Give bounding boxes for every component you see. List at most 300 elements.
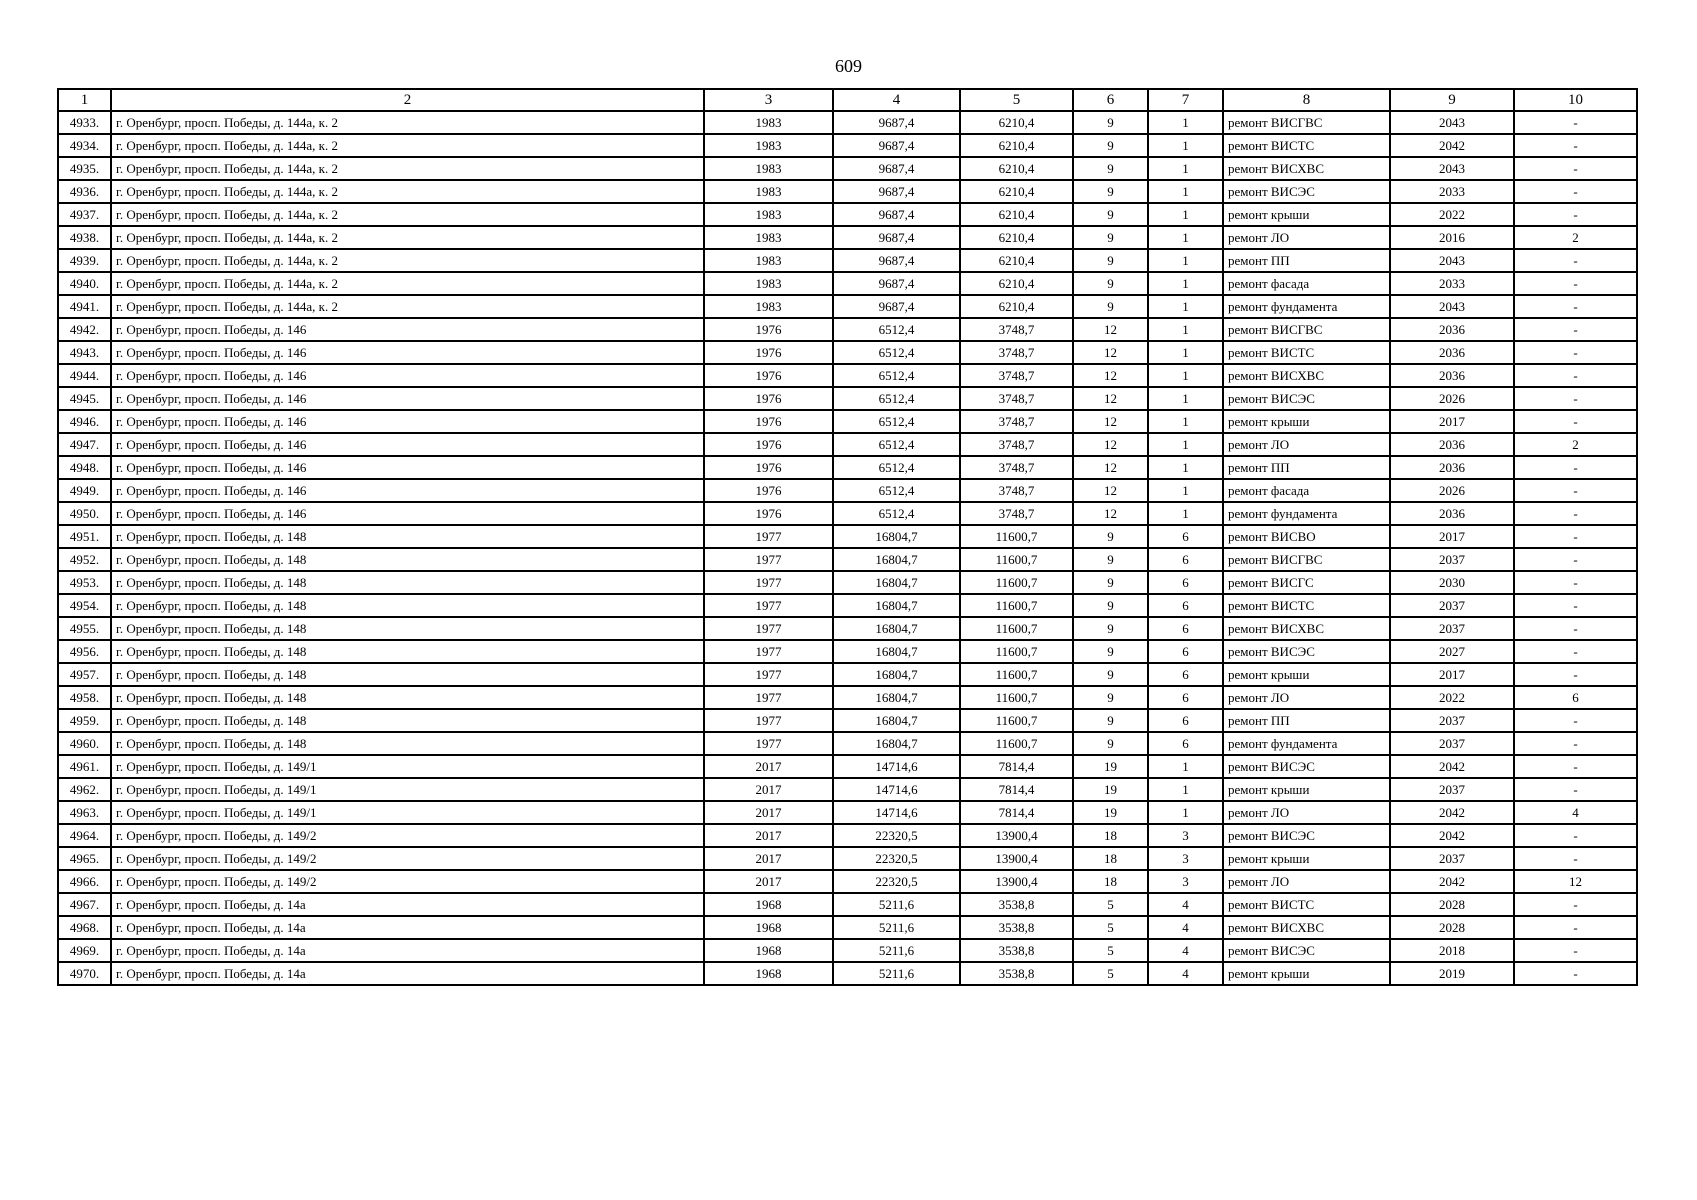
living-area-cell: 6210,4 bbox=[960, 180, 1073, 203]
living-area-cell: 6210,4 bbox=[960, 295, 1073, 318]
year-cell: 1977 bbox=[704, 617, 833, 640]
table-row bbox=[58, 801, 1637, 824]
work-type-cell: ремонт ВИСХВС bbox=[1223, 364, 1390, 387]
planned-year-cell: 2033 bbox=[1390, 180, 1514, 203]
entrances-cell: 1 bbox=[1148, 134, 1223, 157]
address-cell: г. Оренбург, просп. Победы, д. 144а, к. 2 bbox=[111, 203, 704, 226]
table-row bbox=[58, 318, 1637, 341]
address-cell: г. Оренбург, просп. Победы, д. 149/1 bbox=[111, 778, 704, 801]
work-type-cell: ремонт ВИСЭС bbox=[1223, 640, 1390, 663]
count-cell: 6 bbox=[1514, 686, 1637, 709]
living-area-cell: 6210,4 bbox=[960, 203, 1073, 226]
work-type-cell: ремонт ВИСХВС bbox=[1223, 916, 1390, 939]
entrances-cell: 6 bbox=[1148, 594, 1223, 617]
total-area-cell: 9687,4 bbox=[833, 111, 960, 134]
living-area-cell: 3538,8 bbox=[960, 893, 1073, 916]
total-area-cell: 16804,7 bbox=[833, 732, 960, 755]
work-type-cell: ремонт ВИСЭС bbox=[1223, 939, 1390, 962]
entrances-cell: 4 bbox=[1148, 916, 1223, 939]
year-cell: 1968 bbox=[704, 962, 833, 985]
year-cell: 1976 bbox=[704, 318, 833, 341]
floors-cell: 12 bbox=[1073, 410, 1148, 433]
planned-year-cell: 2037 bbox=[1390, 847, 1514, 870]
year-cell: 2017 bbox=[704, 870, 833, 893]
table-row bbox=[58, 203, 1637, 226]
floors-cell: 12 bbox=[1073, 364, 1148, 387]
count-cell: - bbox=[1514, 755, 1637, 778]
total-area-cell: 16804,7 bbox=[833, 548, 960, 571]
row-number-cell: 4934. bbox=[58, 134, 111, 157]
entrances-cell: 3 bbox=[1148, 870, 1223, 893]
living-area-cell: 11600,7 bbox=[960, 640, 1073, 663]
total-area-cell: 6512,4 bbox=[833, 387, 960, 410]
total-area-cell: 9687,4 bbox=[833, 226, 960, 249]
row-number-cell: 4958. bbox=[58, 686, 111, 709]
count-cell: - bbox=[1514, 594, 1637, 617]
year-cell: 1983 bbox=[704, 272, 833, 295]
table-row bbox=[58, 962, 1637, 985]
planned-year-cell: 2043 bbox=[1390, 249, 1514, 272]
address-cell: г. Оренбург, просп. Победы, д. 148 bbox=[111, 548, 704, 571]
count-cell: - bbox=[1514, 249, 1637, 272]
count-cell: - bbox=[1514, 203, 1637, 226]
year-cell: 1976 bbox=[704, 502, 833, 525]
work-type-cell: ремонт фундамента bbox=[1223, 295, 1390, 318]
work-type-cell: ремонт ВИСЭС bbox=[1223, 180, 1390, 203]
total-area-cell: 6512,4 bbox=[833, 318, 960, 341]
planned-year-cell: 2033 bbox=[1390, 272, 1514, 295]
address-cell: г. Оренбург, просп. Победы, д. 146 bbox=[111, 364, 704, 387]
floors-cell: 9 bbox=[1073, 640, 1148, 663]
year-cell: 1968 bbox=[704, 939, 833, 962]
floors-cell: 12 bbox=[1073, 479, 1148, 502]
row-number-cell: 4936. bbox=[58, 180, 111, 203]
entrances-cell: 6 bbox=[1148, 709, 1223, 732]
address-cell: г. Оренбург, просп. Победы, д. 148 bbox=[111, 571, 704, 594]
count-cell: - bbox=[1514, 134, 1637, 157]
planned-year-cell: 2022 bbox=[1390, 203, 1514, 226]
floors-cell: 9 bbox=[1073, 686, 1148, 709]
living-area-cell: 6210,4 bbox=[960, 157, 1073, 180]
entrances-cell: 1 bbox=[1148, 387, 1223, 410]
table-row bbox=[58, 778, 1637, 801]
living-area-cell: 11600,7 bbox=[960, 617, 1073, 640]
row-number-cell: 4933. bbox=[58, 111, 111, 134]
floors-cell: 5 bbox=[1073, 939, 1148, 962]
planned-year-cell: 2037 bbox=[1390, 778, 1514, 801]
entrances-cell: 4 bbox=[1148, 893, 1223, 916]
year-cell: 1983 bbox=[704, 157, 833, 180]
address-cell: г. Оренбург, просп. Победы, д. 14а bbox=[111, 916, 704, 939]
address-cell: г. Оренбург, просп. Победы, д. 149/2 bbox=[111, 847, 704, 870]
row-number-cell: 4964. bbox=[58, 824, 111, 847]
total-area-cell: 14714,6 bbox=[833, 801, 960, 824]
count-cell: - bbox=[1514, 778, 1637, 801]
planned-year-cell: 2036 bbox=[1390, 502, 1514, 525]
living-area-cell: 3748,7 bbox=[960, 364, 1073, 387]
year-cell: 1976 bbox=[704, 456, 833, 479]
address-cell: г. Оренбург, просп. Победы, д. 144а, к. 2 bbox=[111, 180, 704, 203]
count-cell: - bbox=[1514, 732, 1637, 755]
planned-year-cell: 2028 bbox=[1390, 893, 1514, 916]
entrances-cell: 6 bbox=[1148, 686, 1223, 709]
address-cell: г. Оренбург, просп. Победы, д. 146 bbox=[111, 433, 704, 456]
planned-year-cell: 2042 bbox=[1390, 134, 1514, 157]
entrances-cell: 1 bbox=[1148, 456, 1223, 479]
planned-year-cell: 2017 bbox=[1390, 525, 1514, 548]
column-header: 8 bbox=[1223, 89, 1390, 111]
count-cell: - bbox=[1514, 663, 1637, 686]
floors-cell: 5 bbox=[1073, 916, 1148, 939]
total-area-cell: 16804,7 bbox=[833, 594, 960, 617]
planned-year-cell: 2022 bbox=[1390, 686, 1514, 709]
count-cell: - bbox=[1514, 847, 1637, 870]
address-cell: г. Оренбург, просп. Победы, д. 146 bbox=[111, 341, 704, 364]
row-number-cell: 4953. bbox=[58, 571, 111, 594]
count-cell: - bbox=[1514, 410, 1637, 433]
year-cell: 2017 bbox=[704, 755, 833, 778]
row-number-cell: 4948. bbox=[58, 456, 111, 479]
table-row bbox=[58, 249, 1637, 272]
planned-year-cell: 2037 bbox=[1390, 732, 1514, 755]
planned-year-cell: 2026 bbox=[1390, 479, 1514, 502]
total-area-cell: 16804,7 bbox=[833, 571, 960, 594]
entrances-cell: 1 bbox=[1148, 410, 1223, 433]
work-type-cell: ремонт фундамента bbox=[1223, 732, 1390, 755]
planned-year-cell: 2042 bbox=[1390, 824, 1514, 847]
column-header: 6 bbox=[1073, 89, 1148, 111]
work-type-cell: ремонт ВИСГС bbox=[1223, 571, 1390, 594]
address-cell: г. Оренбург, просп. Победы, д. 148 bbox=[111, 525, 704, 548]
entrances-cell: 1 bbox=[1148, 341, 1223, 364]
address-cell: г. Оренбург, просп. Победы, д. 149/1 bbox=[111, 801, 704, 824]
count-cell: - bbox=[1514, 571, 1637, 594]
entrances-cell: 6 bbox=[1148, 525, 1223, 548]
table-row bbox=[58, 364, 1637, 387]
count-cell: - bbox=[1514, 180, 1637, 203]
planned-year-cell: 2036 bbox=[1390, 433, 1514, 456]
total-area-cell: 16804,7 bbox=[833, 640, 960, 663]
living-area-cell: 11600,7 bbox=[960, 571, 1073, 594]
work-type-cell: ремонт крыши bbox=[1223, 663, 1390, 686]
floors-cell: 12 bbox=[1073, 433, 1148, 456]
living-area-cell: 6210,4 bbox=[960, 226, 1073, 249]
work-type-cell: ремонт фасада bbox=[1223, 479, 1390, 502]
row-number-cell: 4963. bbox=[58, 801, 111, 824]
planned-year-cell: 2037 bbox=[1390, 548, 1514, 571]
entrances-cell: 1 bbox=[1148, 318, 1223, 341]
work-type-cell: ремонт крыши bbox=[1223, 962, 1390, 985]
row-number-cell: 4935. bbox=[58, 157, 111, 180]
planned-year-cell: 2017 bbox=[1390, 663, 1514, 686]
year-cell: 1977 bbox=[704, 640, 833, 663]
row-number-cell: 4959. bbox=[58, 709, 111, 732]
table-row bbox=[58, 157, 1637, 180]
row-number-cell: 4960. bbox=[58, 732, 111, 755]
entrances-cell: 1 bbox=[1148, 157, 1223, 180]
count-cell: - bbox=[1514, 916, 1637, 939]
table-row bbox=[58, 180, 1637, 203]
total-area-cell: 5211,6 bbox=[833, 916, 960, 939]
living-area-cell: 6210,4 bbox=[960, 272, 1073, 295]
work-type-cell: ремонт ЛО bbox=[1223, 226, 1390, 249]
row-number-cell: 4942. bbox=[58, 318, 111, 341]
year-cell: 1977 bbox=[704, 709, 833, 732]
page-number: 609 bbox=[835, 56, 862, 76]
address-cell: г. Оренбург, просп. Победы, д. 144а, к. 2 bbox=[111, 226, 704, 249]
entrances-cell: 4 bbox=[1148, 939, 1223, 962]
table-row bbox=[58, 594, 1637, 617]
floors-cell: 19 bbox=[1073, 801, 1148, 824]
entrances-cell: 6 bbox=[1148, 640, 1223, 663]
registry-table bbox=[57, 88, 1638, 986]
floors-cell: 9 bbox=[1073, 249, 1148, 272]
table-row bbox=[58, 617, 1637, 640]
address-cell: г. Оренбург, просп. Победы, д. 14а bbox=[111, 939, 704, 962]
row-number-cell: 4957. bbox=[58, 663, 111, 686]
floors-cell: 9 bbox=[1073, 295, 1148, 318]
address-cell: г. Оренбург, просп. Победы, д. 146 bbox=[111, 456, 704, 479]
living-area-cell: 13900,4 bbox=[960, 847, 1073, 870]
planned-year-cell: 2043 bbox=[1390, 157, 1514, 180]
planned-year-cell: 2028 bbox=[1390, 916, 1514, 939]
planned-year-cell: 2030 bbox=[1390, 571, 1514, 594]
floors-cell: 9 bbox=[1073, 525, 1148, 548]
floors-cell: 9 bbox=[1073, 617, 1148, 640]
row-number-cell: 4944. bbox=[58, 364, 111, 387]
table-row bbox=[58, 847, 1637, 870]
column-header: 1 bbox=[58, 89, 111, 111]
address-cell: г. Оренбург, просп. Победы, д. 144а, к. 2 bbox=[111, 134, 704, 157]
table-body bbox=[58, 111, 1637, 985]
living-area-cell: 13900,4 bbox=[960, 824, 1073, 847]
entrances-cell: 1 bbox=[1148, 755, 1223, 778]
row-number-cell: 4954. bbox=[58, 594, 111, 617]
year-cell: 1976 bbox=[704, 387, 833, 410]
row-number-cell: 4952. bbox=[58, 548, 111, 571]
address-cell: г. Оренбург, просп. Победы, д. 146 bbox=[111, 410, 704, 433]
year-cell: 1977 bbox=[704, 686, 833, 709]
year-cell: 1977 bbox=[704, 663, 833, 686]
planned-year-cell: 2026 bbox=[1390, 387, 1514, 410]
table-row bbox=[58, 939, 1637, 962]
entrances-cell: 1 bbox=[1148, 180, 1223, 203]
planned-year-cell: 2018 bbox=[1390, 939, 1514, 962]
column-header: 7 bbox=[1148, 89, 1223, 111]
count-cell: - bbox=[1514, 502, 1637, 525]
floors-cell: 5 bbox=[1073, 962, 1148, 985]
entrances-cell: 1 bbox=[1148, 364, 1223, 387]
year-cell: 1983 bbox=[704, 249, 833, 272]
count-cell: - bbox=[1514, 111, 1637, 134]
address-cell: г. Оренбург, просп. Победы, д. 148 bbox=[111, 640, 704, 663]
living-area-cell: 3538,8 bbox=[960, 939, 1073, 962]
entrances-cell: 6 bbox=[1148, 732, 1223, 755]
row-number-cell: 4962. bbox=[58, 778, 111, 801]
work-type-cell: ремонт крыши bbox=[1223, 847, 1390, 870]
table-row bbox=[58, 272, 1637, 295]
year-cell: 2017 bbox=[704, 801, 833, 824]
count-cell: - bbox=[1514, 318, 1637, 341]
table-row bbox=[58, 111, 1637, 134]
living-area-cell: 3748,7 bbox=[960, 502, 1073, 525]
row-number-cell: 4956. bbox=[58, 640, 111, 663]
year-cell: 1977 bbox=[704, 525, 833, 548]
planned-year-cell: 2037 bbox=[1390, 617, 1514, 640]
year-cell: 1976 bbox=[704, 479, 833, 502]
row-number-cell: 4951. bbox=[58, 525, 111, 548]
total-area-cell: 9687,4 bbox=[833, 180, 960, 203]
address-cell: г. Оренбург, просп. Победы, д. 144а, к. 2 bbox=[111, 111, 704, 134]
total-area-cell: 16804,7 bbox=[833, 663, 960, 686]
year-cell: 2017 bbox=[704, 824, 833, 847]
floors-cell: 5 bbox=[1073, 893, 1148, 916]
column-header: 3 bbox=[704, 89, 833, 111]
living-area-cell: 3748,7 bbox=[960, 410, 1073, 433]
year-cell: 1976 bbox=[704, 364, 833, 387]
table-row bbox=[58, 686, 1637, 709]
work-type-cell: ремонт крыши bbox=[1223, 778, 1390, 801]
planned-year-cell: 2036 bbox=[1390, 341, 1514, 364]
table-row bbox=[58, 755, 1637, 778]
floors-cell: 19 bbox=[1073, 755, 1148, 778]
planned-year-cell: 2019 bbox=[1390, 962, 1514, 985]
work-type-cell: ремонт ЛО bbox=[1223, 801, 1390, 824]
row-number-cell: 4965. bbox=[58, 847, 111, 870]
table-row bbox=[58, 502, 1637, 525]
floors-cell: 9 bbox=[1073, 709, 1148, 732]
floors-cell: 12 bbox=[1073, 341, 1148, 364]
address-cell: г. Оренбург, просп. Победы, д. 14а bbox=[111, 962, 704, 985]
total-area-cell: 22320,5 bbox=[833, 824, 960, 847]
row-number-cell: 4939. bbox=[58, 249, 111, 272]
table-row bbox=[58, 893, 1637, 916]
address-cell: г. Оренбург, просп. Победы, д. 146 bbox=[111, 502, 704, 525]
entrances-cell: 1 bbox=[1148, 801, 1223, 824]
total-area-cell: 16804,7 bbox=[833, 686, 960, 709]
row-number-cell: 4955. bbox=[58, 617, 111, 640]
floors-cell: 12 bbox=[1073, 318, 1148, 341]
living-area-cell: 11600,7 bbox=[960, 732, 1073, 755]
year-cell: 1977 bbox=[704, 732, 833, 755]
work-type-cell: ремонт ВИСГВС bbox=[1223, 318, 1390, 341]
count-cell: 12 bbox=[1514, 870, 1637, 893]
total-area-cell: 14714,6 bbox=[833, 778, 960, 801]
living-area-cell: 3748,7 bbox=[960, 341, 1073, 364]
address-cell: г. Оренбург, просп. Победы, д. 146 bbox=[111, 387, 704, 410]
count-cell: - bbox=[1514, 617, 1637, 640]
column-header: 2 bbox=[111, 89, 704, 111]
floors-cell: 9 bbox=[1073, 663, 1148, 686]
table-row bbox=[58, 134, 1637, 157]
row-number-cell: 4946. bbox=[58, 410, 111, 433]
living-area-cell: 3748,7 bbox=[960, 433, 1073, 456]
year-cell: 1983 bbox=[704, 226, 833, 249]
total-area-cell: 6512,4 bbox=[833, 410, 960, 433]
column-header: 10 bbox=[1514, 89, 1637, 111]
planned-year-cell: 2042 bbox=[1390, 801, 1514, 824]
count-cell: - bbox=[1514, 387, 1637, 410]
total-area-cell: 5211,6 bbox=[833, 939, 960, 962]
table-row bbox=[58, 824, 1637, 847]
table-row bbox=[58, 295, 1637, 318]
total-area-cell: 6512,4 bbox=[833, 456, 960, 479]
work-type-cell: ремонт ЛО bbox=[1223, 433, 1390, 456]
column-header: 5 bbox=[960, 89, 1073, 111]
count-cell: - bbox=[1514, 456, 1637, 479]
address-cell: г. Оренбург, просп. Победы, д. 144а, к. 2 bbox=[111, 157, 704, 180]
planned-year-cell: 2042 bbox=[1390, 870, 1514, 893]
living-area-cell: 11600,7 bbox=[960, 663, 1073, 686]
year-cell: 1983 bbox=[704, 180, 833, 203]
address-cell: г. Оренбург, просп. Победы, д. 14а bbox=[111, 893, 704, 916]
floors-cell: 9 bbox=[1073, 180, 1148, 203]
row-number-cell: 4938. bbox=[58, 226, 111, 249]
table-row bbox=[58, 479, 1637, 502]
count-cell: 2 bbox=[1514, 433, 1637, 456]
address-cell: г. Оренбург, просп. Победы, д. 148 bbox=[111, 709, 704, 732]
row-number-cell: 4968. bbox=[58, 916, 111, 939]
year-cell: 1977 bbox=[704, 548, 833, 571]
total-area-cell: 16804,7 bbox=[833, 525, 960, 548]
living-area-cell: 7814,4 bbox=[960, 801, 1073, 824]
year-cell: 1968 bbox=[704, 893, 833, 916]
year-cell: 1976 bbox=[704, 341, 833, 364]
count-cell: - bbox=[1514, 548, 1637, 571]
entrances-cell: 4 bbox=[1148, 962, 1223, 985]
address-cell: г. Оренбург, просп. Победы, д. 149/2 bbox=[111, 870, 704, 893]
floors-cell: 9 bbox=[1073, 134, 1148, 157]
header-row bbox=[58, 89, 1637, 111]
living-area-cell: 3748,7 bbox=[960, 318, 1073, 341]
floors-cell: 9 bbox=[1073, 548, 1148, 571]
table-row bbox=[58, 709, 1637, 732]
table-row bbox=[58, 916, 1637, 939]
living-area-cell: 11600,7 bbox=[960, 594, 1073, 617]
total-area-cell: 5211,6 bbox=[833, 893, 960, 916]
total-area-cell: 9687,4 bbox=[833, 134, 960, 157]
table-row bbox=[58, 571, 1637, 594]
address-cell: г. Оренбург, просп. Победы, д. 148 bbox=[111, 617, 704, 640]
year-cell: 1983 bbox=[704, 203, 833, 226]
address-cell: г. Оренбург, просп. Победы, д. 146 bbox=[111, 318, 704, 341]
living-area-cell: 6210,4 bbox=[960, 134, 1073, 157]
year-cell: 1977 bbox=[704, 594, 833, 617]
address-cell: г. Оренбург, просп. Победы, д. 148 bbox=[111, 686, 704, 709]
work-type-cell: ремонт ВИСЭС bbox=[1223, 755, 1390, 778]
total-area-cell: 16804,7 bbox=[833, 617, 960, 640]
planned-year-cell: 2037 bbox=[1390, 709, 1514, 732]
floors-cell: 12 bbox=[1073, 387, 1148, 410]
table-row bbox=[58, 732, 1637, 755]
column-header: 9 bbox=[1390, 89, 1514, 111]
address-cell: г. Оренбург, просп. Победы, д. 146 bbox=[111, 479, 704, 502]
row-number-cell: 4937. bbox=[58, 203, 111, 226]
floors-cell: 9 bbox=[1073, 571, 1148, 594]
living-area-cell: 3748,7 bbox=[960, 387, 1073, 410]
entrances-cell: 6 bbox=[1148, 617, 1223, 640]
row-number-cell: 4967. bbox=[58, 893, 111, 916]
living-area-cell: 3538,8 bbox=[960, 916, 1073, 939]
living-area-cell: 3538,8 bbox=[960, 962, 1073, 985]
work-type-cell: ремонт ВИСТС bbox=[1223, 341, 1390, 364]
count-cell: 2 bbox=[1514, 226, 1637, 249]
year-cell: 1976 bbox=[704, 410, 833, 433]
entrances-cell: 3 bbox=[1148, 847, 1223, 870]
total-area-cell: 9687,4 bbox=[833, 157, 960, 180]
row-number-cell: 4941. bbox=[58, 295, 111, 318]
entrances-cell: 1 bbox=[1148, 479, 1223, 502]
